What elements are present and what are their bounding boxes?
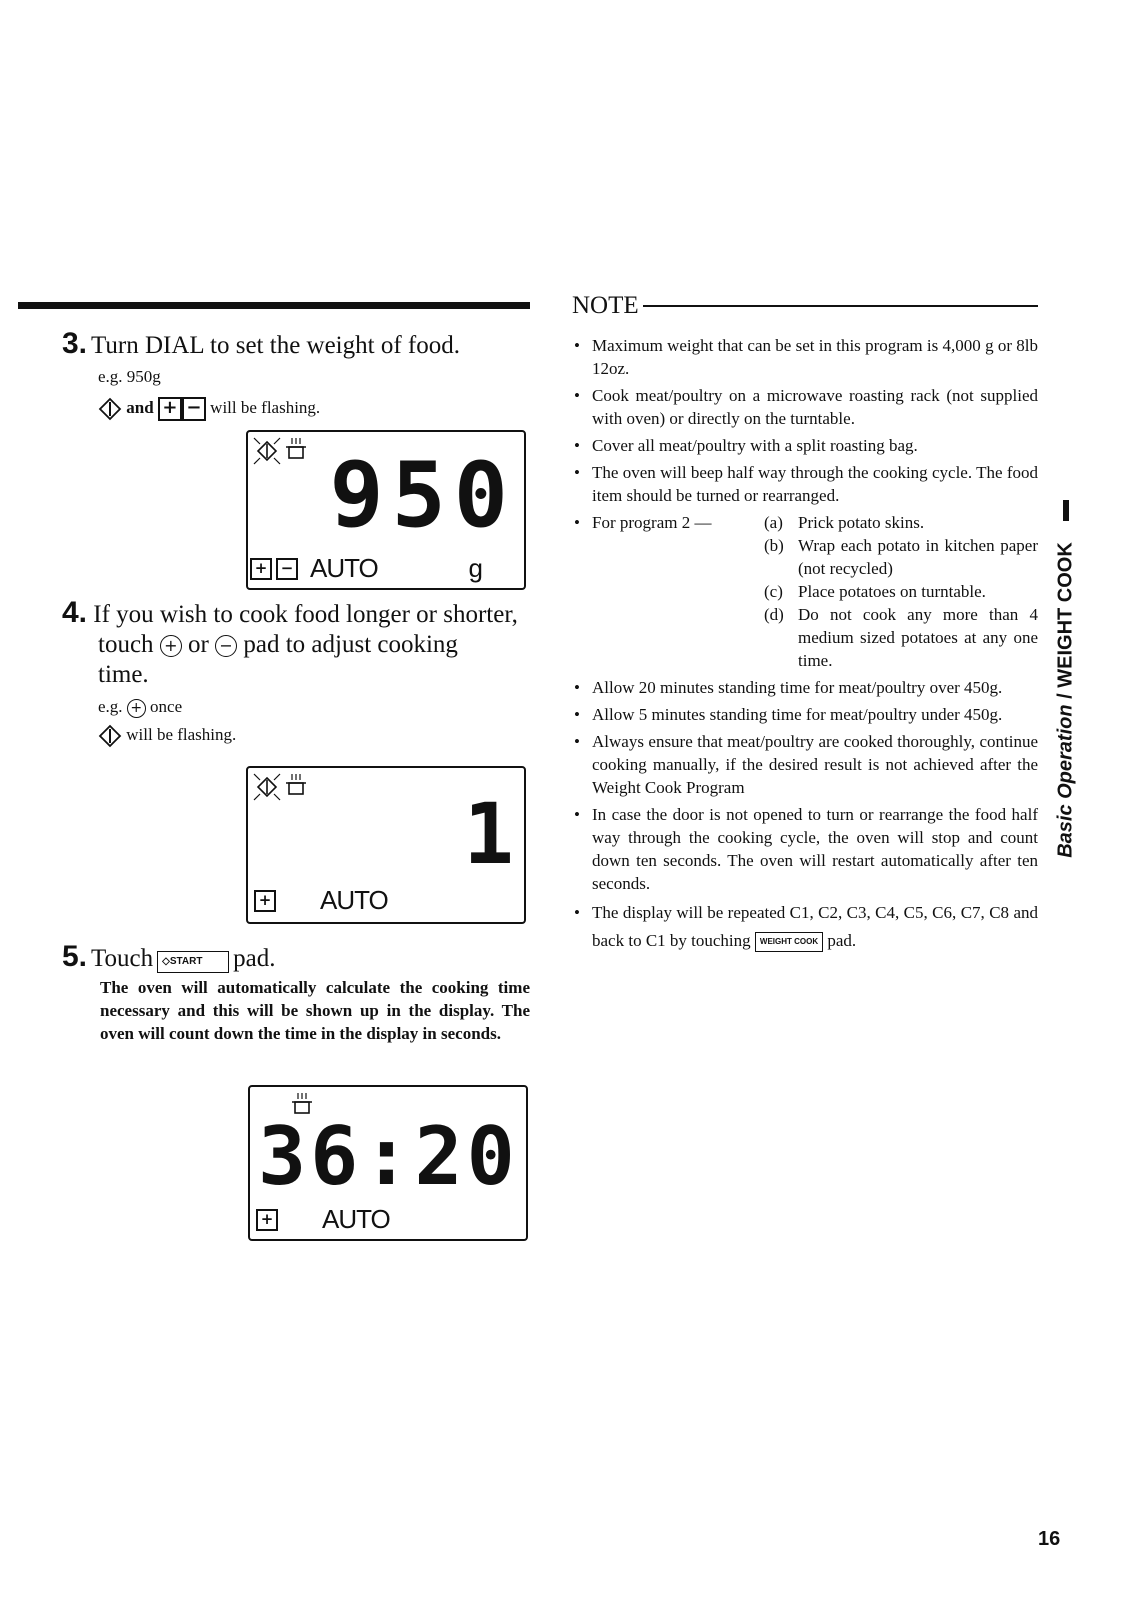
note-item-program2	[572, 511, 1038, 672]
step-5-body: The oven will automatically calculate the cooking time necessary and this will be shown up in the display. The oven will count down the time in the display in seconds.	[100, 978, 530, 1043]
step-4-flash-line	[98, 724, 236, 748]
step-5-heading	[62, 940, 276, 974]
step-5-title-suffix: pad.	[233, 945, 276, 972]
sun-flash-icon	[252, 772, 282, 802]
lcd-bottom-row	[250, 553, 378, 584]
step-4-line2: pad to adjust cooking	[243, 631, 458, 658]
sun-flash-icon	[252, 436, 282, 466]
lcd-display-time	[248, 1085, 528, 1241]
note-item: • In case the door is not opened to turn or rearrange the food half way through the cooking cycle, the oven will stop and count down ten seconds. The oven will restart automatically after ten seconds.	[572, 803, 1038, 895]
lcd-unit-label: g	[468, 553, 482, 583]
page-number: 16	[1038, 1528, 1061, 1550]
once-label: once	[150, 697, 183, 716]
lcd-adjust-digits: 1	[463, 785, 514, 883]
side-subsection: WEIGHT COOK	[1054, 542, 1077, 688]
lcd-auto-label: AUTO	[320, 885, 388, 915]
step-5-title-prefix: Touch	[91, 945, 154, 972]
note-item: • Always ensure that meat/poultry are cooked thoroughly, continue cooking manually, if the desired result is not achieved after the Weight Cook Program	[572, 730, 1038, 799]
lcd-time-digits: 36:20	[258, 1110, 519, 1203]
side-section: Basic Operation	[1054, 704, 1077, 858]
food-pot-icon	[284, 772, 308, 798]
step-4-line1: If you wish to cook food longer or shorter,	[93, 601, 518, 628]
step-3-flash-line	[98, 397, 320, 421]
lcd-display-weight	[246, 430, 526, 590]
eg-label: e.g.	[98, 697, 123, 716]
note-item-display-repeat: • The display will be repeated C1, C2, C3, C4, C5, C6, C7, C8 and back to C1 by touching WEIGHT COOK pad.	[572, 899, 1038, 955]
plus-box-icon: +	[158, 397, 182, 421]
note-item: • Maximum weight that can be set in this program is 4,000 g or 8lb 12oz.	[572, 334, 1038, 380]
step-4-heading	[62, 598, 532, 690]
step-5-number: 5.	[62, 940, 88, 973]
program2-sub: (b) Wrap each potato in kitchen paper (not recycled)	[764, 536, 1038, 578]
lcd-auto-label: AUTO	[310, 553, 378, 583]
program2-sub: (c) Place potatoes on turntable.	[764, 582, 986, 601]
start-pad: ◇START	[157, 951, 229, 973]
note-header	[572, 292, 1038, 320]
side-section-label	[1055, 542, 1078, 858]
step-4-number: 4.	[62, 596, 88, 629]
step-4-line3: time.	[98, 661, 149, 688]
program2-sub: (d) Do not cook any more than 4 medium sized potatoes at any one time.	[764, 605, 1038, 670]
flash-label: will be flashing.	[126, 725, 237, 744]
step-3-example: e.g. 950g	[98, 367, 161, 386]
lcd-plus-icon: +	[250, 558, 272, 580]
minus-box-icon: −	[182, 397, 206, 421]
diamond-start-icon	[98, 724, 122, 748]
note-item: • The oven will beep half way through the cooking cycle. The food item should be turned or rearranged.	[572, 461, 1038, 507]
food-pot-icon	[284, 436, 308, 462]
lcd-bottom-row	[254, 885, 388, 916]
flash-label: will be flashing.	[210, 398, 321, 417]
plus-circle-small-icon: +	[127, 699, 146, 718]
side-separator: /	[1054, 687, 1077, 705]
step-4-example	[98, 696, 182, 718]
note-rule	[643, 305, 1038, 307]
plus-circle-icon: +	[160, 635, 182, 657]
lcd-display-adjust	[246, 766, 526, 924]
note-item: • Cook meat/poultry on a microwave roasting rack (not supplied with oven) or directly on the turntable.	[572, 384, 1038, 430]
lcd-weight-digits: 950	[329, 443, 516, 548]
side-tab-marker	[1063, 500, 1069, 521]
program2-lead: • For program 2 —	[592, 513, 712, 532]
weight-cook-pad: WEIGHT COOK	[755, 932, 823, 952]
step-3-number: 3.	[62, 327, 88, 360]
program2-sub: (a) Prick potato skins.	[764, 513, 925, 532]
note-item: • Cover all meat/poultry with a split roasting bag.	[572, 434, 1038, 457]
lcd-minus-icon: −	[276, 558, 298, 580]
step-3-heading	[62, 327, 460, 361]
lcd-auto-label: AUTO	[322, 1204, 390, 1234]
lcd-bottom-row	[256, 1204, 390, 1235]
lcd-plus-icon: +	[256, 1209, 278, 1231]
diamond-start-icon	[98, 397, 122, 421]
step-3-title: Turn DIAL to set the weight of food.	[91, 332, 460, 359]
note-item: • Allow 5 minutes standing time for meat/poultry under 450g.	[572, 703, 1038, 726]
lcd-plus-icon: +	[254, 890, 276, 912]
minus-circle-icon: −	[215, 635, 237, 657]
note-heading: NOTE	[572, 292, 639, 319]
note-item: • Allow 20 minutes standing time for meat/poultry over 450g.	[572, 676, 1038, 699]
step-4-touch: touch	[98, 631, 154, 658]
top-rule	[18, 302, 530, 309]
and-label: and	[126, 398, 154, 417]
step-4-or: or	[188, 631, 209, 658]
note-list	[572, 334, 1038, 959]
